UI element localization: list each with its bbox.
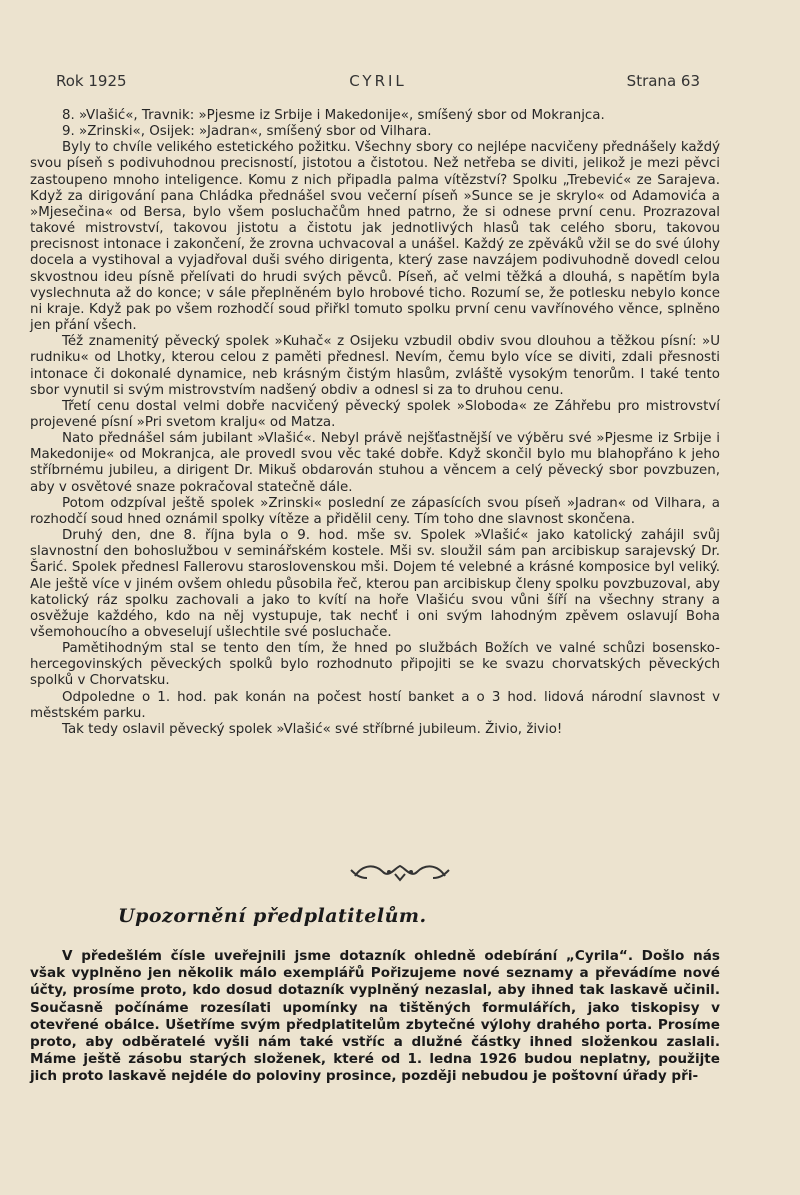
paragraph: Nato přednášel sám jubilant »Vlašić«. Nebyl právě nejšťastnější ve výběru své »Pjesme iz Srbije i Makedonije« od Mokranjca, ale provedl svou věc také dobře. Když skončil bylo mu blahopřáno k jeho stříbrnému jubileu, a dirigent Dr. Mikuš obdarován stuhou a věncem a celý pěvecký sbor povzbuzen, aby v osvětové snaze pokračoval statečně dále. [30, 431, 720, 495]
header-year: Rok 1925 [56, 72, 127, 90]
closing-paragraph: Tak tedy oslavil pěvecký spolek »Vlašić« své stříbrné jubileum. Živio, živio! [62, 721, 563, 737]
list-item: 8. »Vlašić«, Travnik: »Pjesme iz Srbije i Makedonije«, smíšený sbor od Mokranjca. [62, 108, 605, 123]
ornament-icon [345, 860, 455, 884]
paragraph: Též znamenitý pěvecký spolek »Kuhač« z Osijeku vzbudil obdiv svou dlouhou a těžkou písní: »U rudniku« od Lhotky, kterou celou z paměti přednesl. Nevím, čemu bylo více se diviti, zdali přesnosti intonace či dokonalé dynamice, neb krásným čistým hlasům, zvláště vysokým tenorům. I také tento sbor vynutil si svým mistrovstvím nadšený obdiv a odnesl si za to druhou cenu. [30, 334, 720, 398]
header-page-number: Strana 63 [626, 72, 700, 90]
notice-title: Upozornění předplatitelům. [118, 905, 427, 927]
paragraph: Odpoledne o 1. hod. pak konán na počest hostí banket a o 3 hod. lidová národní slavnost v městském parku. [30, 689, 720, 721]
paragraph: Byly to chvíle velikého estetického požitku. Všechny sbory co nejlépe nacvičeny přednášely každý svou píseň s podivuhodnou precisností, jistotou a čistotou. Než netřeba se diviti, jelikož je mezi pěvci zastoupeno mnoho inteligence. Komu z nich připadla palma vítězství? Spolku „Trebević« ze Sarajeva. Když za dirigování pana Chládka přednášel svou večerní píseň »Sunce se je skrylo« od Adamovića a »Mjesečina« od Bersa, bylo všem posluchačům hned patrno, že si odnese první cenu. Prozrazoval takové mistrovství, takovou jistotu a čistotu jak jednotlivých hlasů tak celého sboru, takovou precisnost intonace i zakončení, že zrovna uchvacoval a unášel. Každý ze zpěváků vžil se do své úlohy docela a vystihoval a vyjadřoval duši svého dirigenta, který zase navzájem podivuhodně dovedl celou skvostnou ideu písně přelívati do hrudi svých pěvců. Píseň, ač velmi těžká a dlouhá, s napětím byla vyslechnuta až do konce; v sále přeplněném bylo hrobové ticho. Rozumí se, že potlesku nebylo konce ni kraje. Když pak po všem rozhodčí soud přiřkl tomuto spolku první cenu vavřínového věnce, splněno jen přání všech. [30, 140, 720, 334]
list-item: 9. »Zrinski«, Osijek: »Jadran«, smíšený sbor od Vilhara. [62, 124, 432, 140]
paragraph: Třetí cenu dostal velmi dobře nacvičený pěvecký spolek »Sloboda« ze Záhřebu pro mistrovství projevené písní »Pri svetom kralju« od Matza. [30, 398, 720, 430]
notice-paragraph: V předešlém čísle uveřejnili jsme dotazník ohledně odebírání „Cyrila“. Došlo nás však vyplněno jen několik málo exemplářů Pořizujeme nové seznamy a převádíme nové účty, prosíme proto, kdo dosud dotazník vyplněný nezaslal, aby ihned tak laskavě učinil. Současně počínáme rozesílati upomínky na tištěných formulářích, jako tiskopisy v otevřené obálce. Ušetříme svým předplatitelům zbytečné výlohy drahého porta. Prosíme proto, aby odběratelé vyšli nám také vstříc a dlužné částky ihned složenkou zaslali. Máme ještě zásobu starých složenek, které od 1. ledna 1926 budou neplatny, použijte jich proto laskavě nejdéle do poloviny prosince, později nebudou je poštovní úřady při- [30, 948, 720, 1085]
paragraph: Druhý den, dne 8. října byla o 9. hod. mše sv. Spolek »Vlašić« jako katolický zahájil svůj slavnostní den bohoslužbou v seminářském kostele. Mši sv. sloužil sám pan arcibiskup sarajevský Dr. Šarić. Spolek přednesl Fallerovu staroslovenskou mši. Dojem té velebné a krásné komposice byl veliký. Ale ještě více v jiném ovšem ohledu působila řeč, kterou pan arcibiskup členy spolku povzbuzoval, aby katolický ráz spolku zachovali a jako to kvítí na hoře Vlašiću svou vůni šíří na všechny strany a osvěžuje každého, kdo na něj vystupuje, tak nechť i oni svým lahodným zpěvem oslavují Boha všemohoucího a obveselují ušlechtile své posluchače. [30, 528, 720, 640]
paragraph: Potom odzpíval ještě spolek »Zrinski« poslední ze zápasících svou píseň »Jadran« od Vilhara, a rozhodčí soud hned oznámil spolky vítěze a přidělil ceny. Tím toho dne slavnost skončena. [30, 495, 720, 527]
paragraph: Pamětihodným stal se tento den tím, že hned po službách Božích ve valné schůzi bosensko-hercegovinských pěveckých spolků bylo rozhodnuto připojiti se ke svazu chorvatských pěveckých spolků v Chorvatsku. [30, 641, 720, 689]
article-body [30, 108, 720, 738]
ornament-divider [0, 860, 800, 888]
notice-body [30, 948, 720, 1086]
header-journal-title: CYRIL [349, 72, 407, 90]
